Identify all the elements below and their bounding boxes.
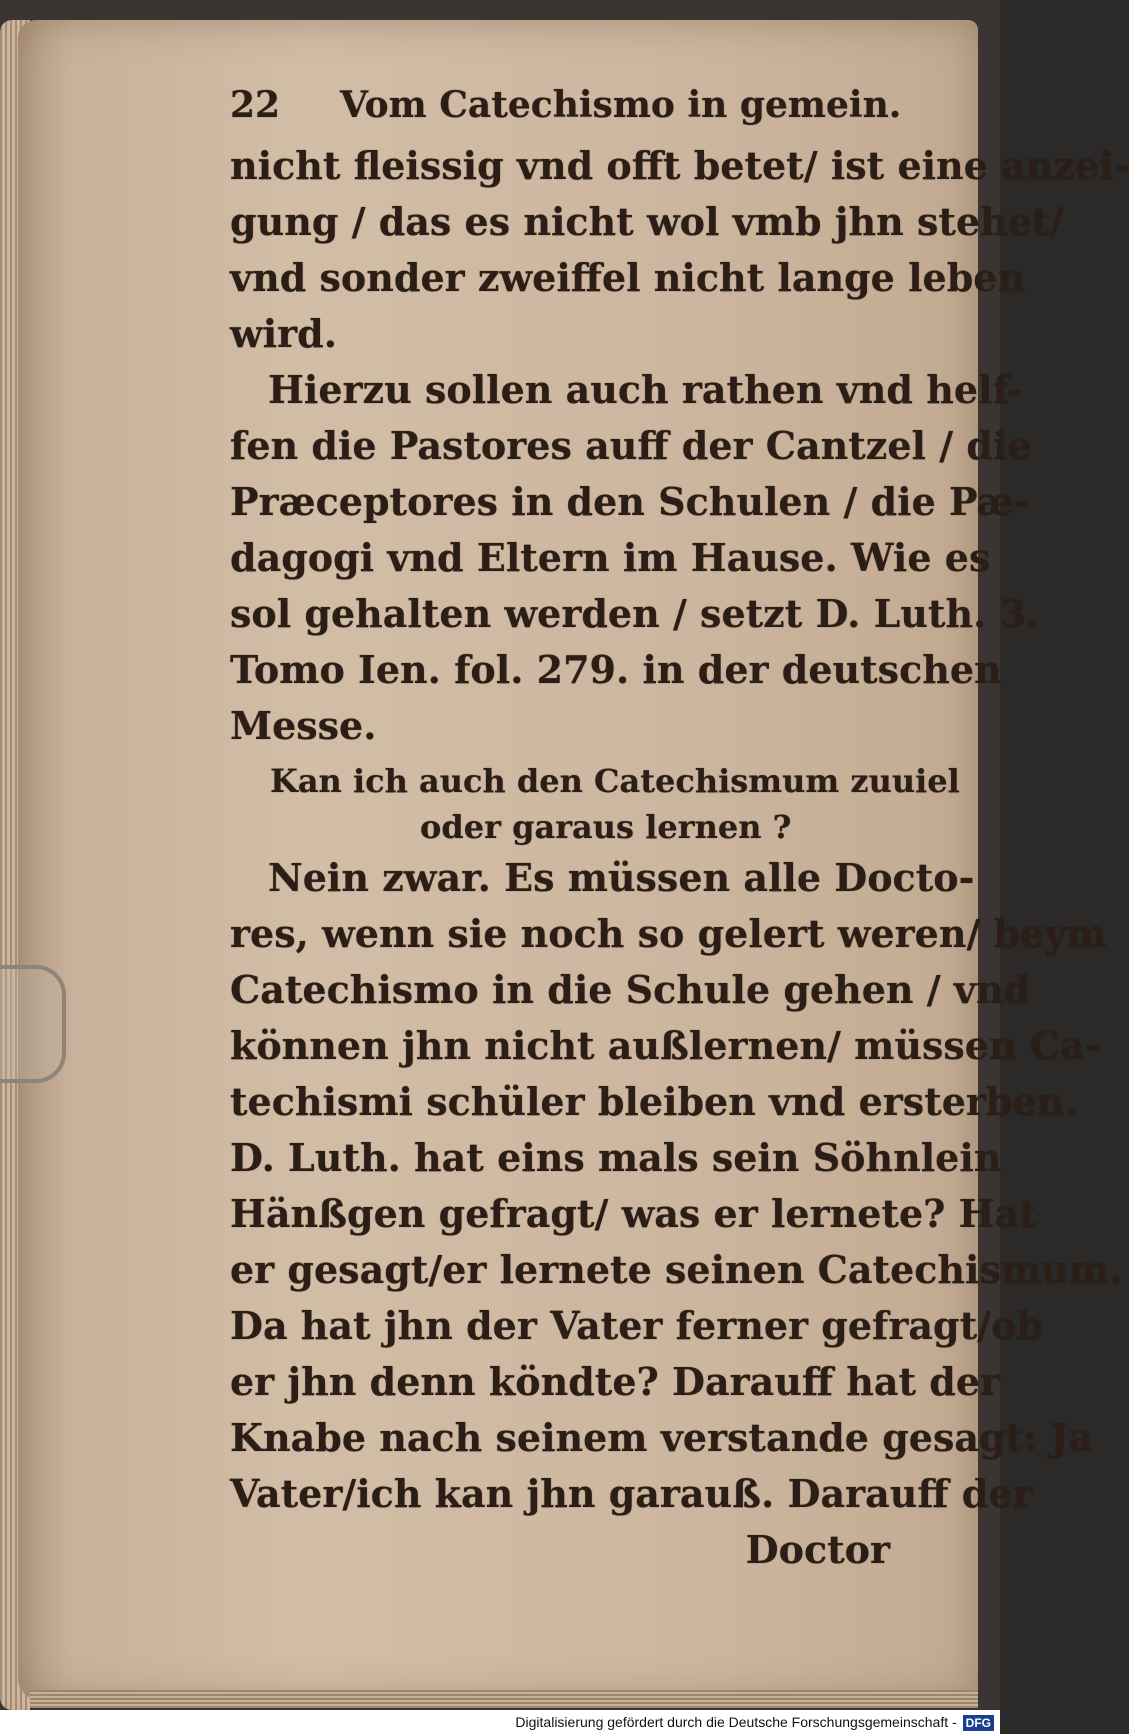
text-line: Vater/ich kan jhn garauß. Darauff der (230, 1471, 1033, 1516)
text-line: D. Luth. hat eins mals sein Söhnlein (230, 1135, 1002, 1180)
question-heading (270, 758, 960, 850)
text-line: Catechismo in die Schule gehen / vnd (230, 967, 1031, 1012)
question-line-1: Kan ich auch den Catechismum zuuiel (270, 762, 960, 800)
running-header (230, 80, 950, 130)
text-line: können jhn nicht außlernen/ müssen Ca- (230, 1023, 1101, 1068)
text-line: techismi schüler bleiben vnd ersterben. (230, 1079, 1078, 1124)
footer-credit: Digitalisierung gefördert durch die Deutsche Forschungsgemeinschaft - (515, 1714, 957, 1730)
paragraph-3 (230, 850, 1123, 1522)
paragraph-1 (230, 138, 1129, 362)
text-line: Nein zwar. Es müssen alle Docto- (268, 855, 975, 900)
text-line: Da hat jhn der Vater ferner gefragt/ob (230, 1303, 1043, 1348)
page-bottom-edge (30, 1690, 978, 1708)
catchword: Doctor (745, 1527, 890, 1572)
text-line: Hänßgen gefragt/ was er lernete? Hat (230, 1191, 1037, 1236)
page-number: 22 (230, 84, 281, 126)
text-line: gung / das es nicht wol vmb jhn stehet/ (230, 199, 1064, 244)
text-line: fen die Pastores auff der Cantzel / die (230, 423, 1032, 468)
text-line: wird. (230, 311, 337, 356)
text-line: res, wenn sie noch so gelert weren/ beym (230, 911, 1107, 956)
text-line: Hierzu sollen auch rathen vnd helf- (268, 367, 1024, 412)
paragraph-2 (230, 362, 1040, 754)
text-line: Tomo Ien. fol. 279. in der deutschen (230, 647, 1002, 692)
running-title: Vom Catechismo in gemein. (340, 84, 902, 126)
text-line: er gesagt/er lernete seinen Catechismum. (230, 1247, 1123, 1292)
text-line: sol gehalten werden / setzt D. Luth. 3. (230, 591, 1040, 636)
digitization-footer (0, 1710, 1000, 1734)
dfg-logo: DFG (963, 1715, 994, 1731)
text-line: dagogi vnd Eltern im Hause. Wie es (230, 535, 991, 580)
text-line: Knabe nach seinem verstande gesagt: Ja (230, 1415, 1093, 1460)
clasp-icon (0, 965, 66, 1083)
text-line: Præceptores in den Schulen / die Pæ- (230, 479, 1030, 524)
text-line: vnd sonder zweiffel nicht lange leben (230, 255, 1026, 300)
text-line: er jhn denn köndte? Darauff hat der (230, 1359, 1001, 1404)
question-line-2: oder garaus lernen ? (420, 808, 792, 846)
text-line: Messe. (230, 703, 377, 748)
page-text (230, 80, 1129, 1578)
text-line: nicht fleissig vnd offt betet/ ist eine anzei- (230, 143, 1129, 188)
